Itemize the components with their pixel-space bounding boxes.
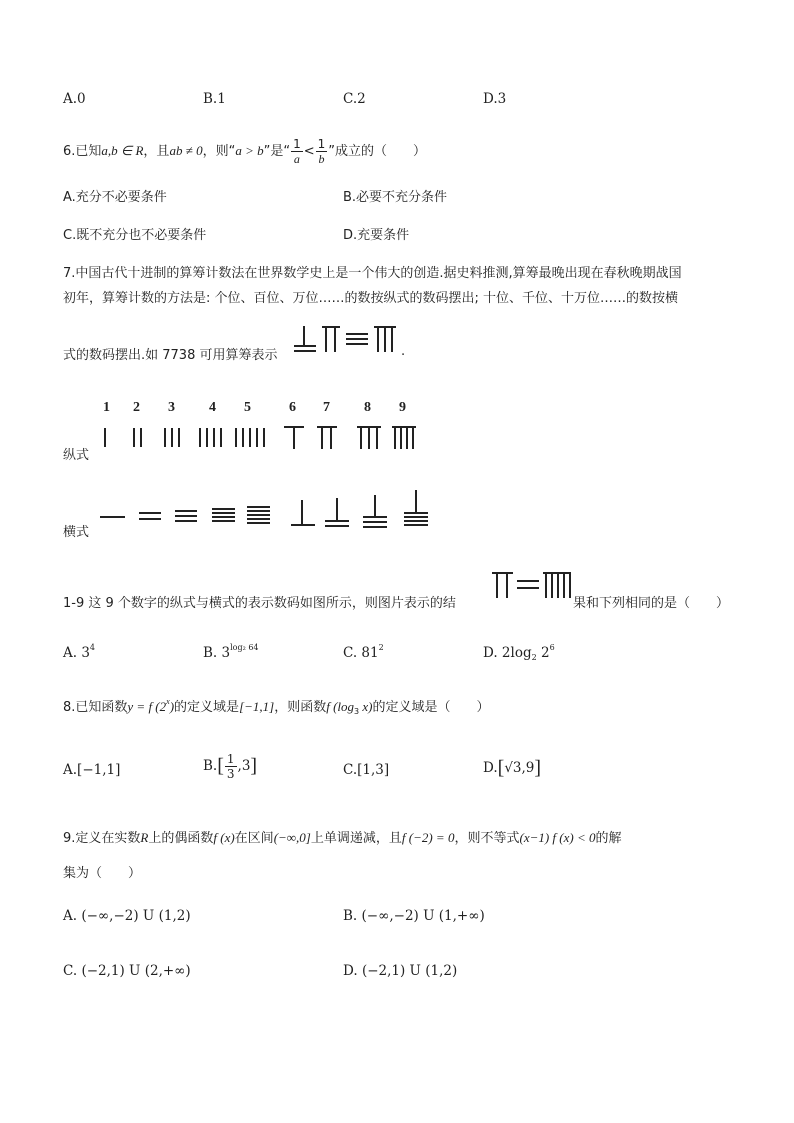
digit-label: 9 bbox=[399, 400, 406, 415]
q6-option-a: A.充分不必要条件 bbox=[63, 190, 167, 205]
digit-label: 5 bbox=[244, 400, 251, 415]
q9-option-d: D. (−2,1) U (1,2) bbox=[343, 963, 458, 979]
digit-label: 8 bbox=[364, 400, 371, 415]
q6-mid: ，且 bbox=[143, 144, 170, 159]
q6-option-d: D.充要条件 bbox=[343, 228, 410, 243]
vertical-form-label: 纵式 bbox=[63, 448, 90, 463]
q5-option-c: C.2 bbox=[343, 91, 366, 107]
q6-cond3: a > b bbox=[235, 143, 264, 158]
q6-mid3: ”是“ bbox=[263, 144, 291, 159]
q9-option-b: B. (−∞,−2) U (1,+∞) bbox=[343, 908, 485, 924]
q8-option-a: A.[−1,1] bbox=[63, 762, 121, 778]
q7-line2: 初年，算筹计数的方法是: 个位、百位、万位……的数按纵式的数码摆出; 十位、千位、十万位……的数按横 bbox=[63, 291, 679, 306]
q6-prefix: 6.已知 bbox=[63, 144, 102, 159]
q6-lt: < bbox=[303, 144, 315, 159]
q6-suffix: ”成立的（ ） bbox=[328, 144, 427, 159]
rod-numeral-question-image bbox=[491, 570, 573, 600]
q8-option-c: C.[1,3] bbox=[343, 762, 390, 778]
q7-option-a: A. $3^4$ bbox=[63, 643, 96, 661]
q6-mid2: ，则“ bbox=[202, 144, 236, 159]
q7-line3-end: . bbox=[401, 344, 406, 359]
q7-line3: 式的数码摆出.如 7738 可用算筹表示 bbox=[63, 348, 278, 363]
q7-line1: 7.中国古代十进制的算筹计数法在世界数学史上是一个伟大的创造.据史料推测,算筹最晚出现在春秋晚期战国 bbox=[63, 266, 682, 281]
q8-option-b: B.[ $\frac{1}{3}$ ,3] bbox=[203, 752, 258, 781]
digit-label: 2 bbox=[133, 400, 140, 415]
q5-option-a: A.0 bbox=[63, 91, 86, 107]
q6-option-b: B.必要不充分条件 bbox=[343, 190, 448, 205]
digit-label: 3 bbox=[168, 400, 175, 415]
digit-label: 4 bbox=[209, 400, 216, 415]
q7-question-suffix: 果和下列相同的是（ ） bbox=[573, 596, 730, 611]
q6-cond: a,b ∈ R bbox=[101, 143, 144, 158]
q6-cond2: ab ≠ 0 bbox=[169, 143, 203, 158]
q9-line1: 9.定义在实数R上的偶函数f (x)在区间(−∞,0]上单调递减，且f (−2) = 0，则不等式(x−1) f (x) < 0的解 bbox=[63, 830, 622, 846]
q6-frac-b: $\frac{1}{b}$ bbox=[317, 137, 326, 166]
q7-option-c: C. $81^2$ bbox=[343, 643, 384, 661]
horizontal-form-label: 横式 bbox=[63, 525, 90, 540]
q7-option-d: D. $2\log_2$ $2^6$ bbox=[483, 643, 555, 662]
q6-stem bbox=[63, 137, 426, 166]
q7-option-b: B. $3^{log_2 64}$ bbox=[203, 643, 259, 661]
q6-frac-a: $\frac{1}{a}$ bbox=[293, 137, 301, 166]
vertical-rod-numerals bbox=[95, 425, 425, 453]
q7-question-prefix: 1-9 这 9 个数字的纵式与横式的表示数码如图所示，则图片表示的结 bbox=[63, 596, 456, 611]
digit-label: 6 bbox=[289, 400, 296, 415]
q5-option-d: D.3 bbox=[483, 91, 507, 107]
digit-label: 7 bbox=[323, 400, 330, 415]
horizontal-rod-numerals bbox=[95, 488, 440, 532]
q9-line2: 集为（ ） bbox=[63, 866, 142, 881]
q9-option-c: C. (−2,1) U (2,+∞) bbox=[63, 963, 191, 979]
q8-option-d: D.[√3,9] bbox=[483, 757, 542, 779]
q8-stem: 8.已知函数y = f (2$^x$)的定义域是[−1,1]，则函数f ($\log_3$ x)的定义域是（ ） bbox=[63, 697, 490, 716]
q5-option-b: B.1 bbox=[203, 91, 226, 107]
q6-option-c: C.既不充分也不必要条件 bbox=[63, 228, 207, 243]
q9-option-a: A. (−∞,−2) U (1,2) bbox=[63, 908, 191, 924]
rod-numeral-7738-image bbox=[294, 324, 400, 356]
digit-label: 1 bbox=[103, 400, 110, 415]
